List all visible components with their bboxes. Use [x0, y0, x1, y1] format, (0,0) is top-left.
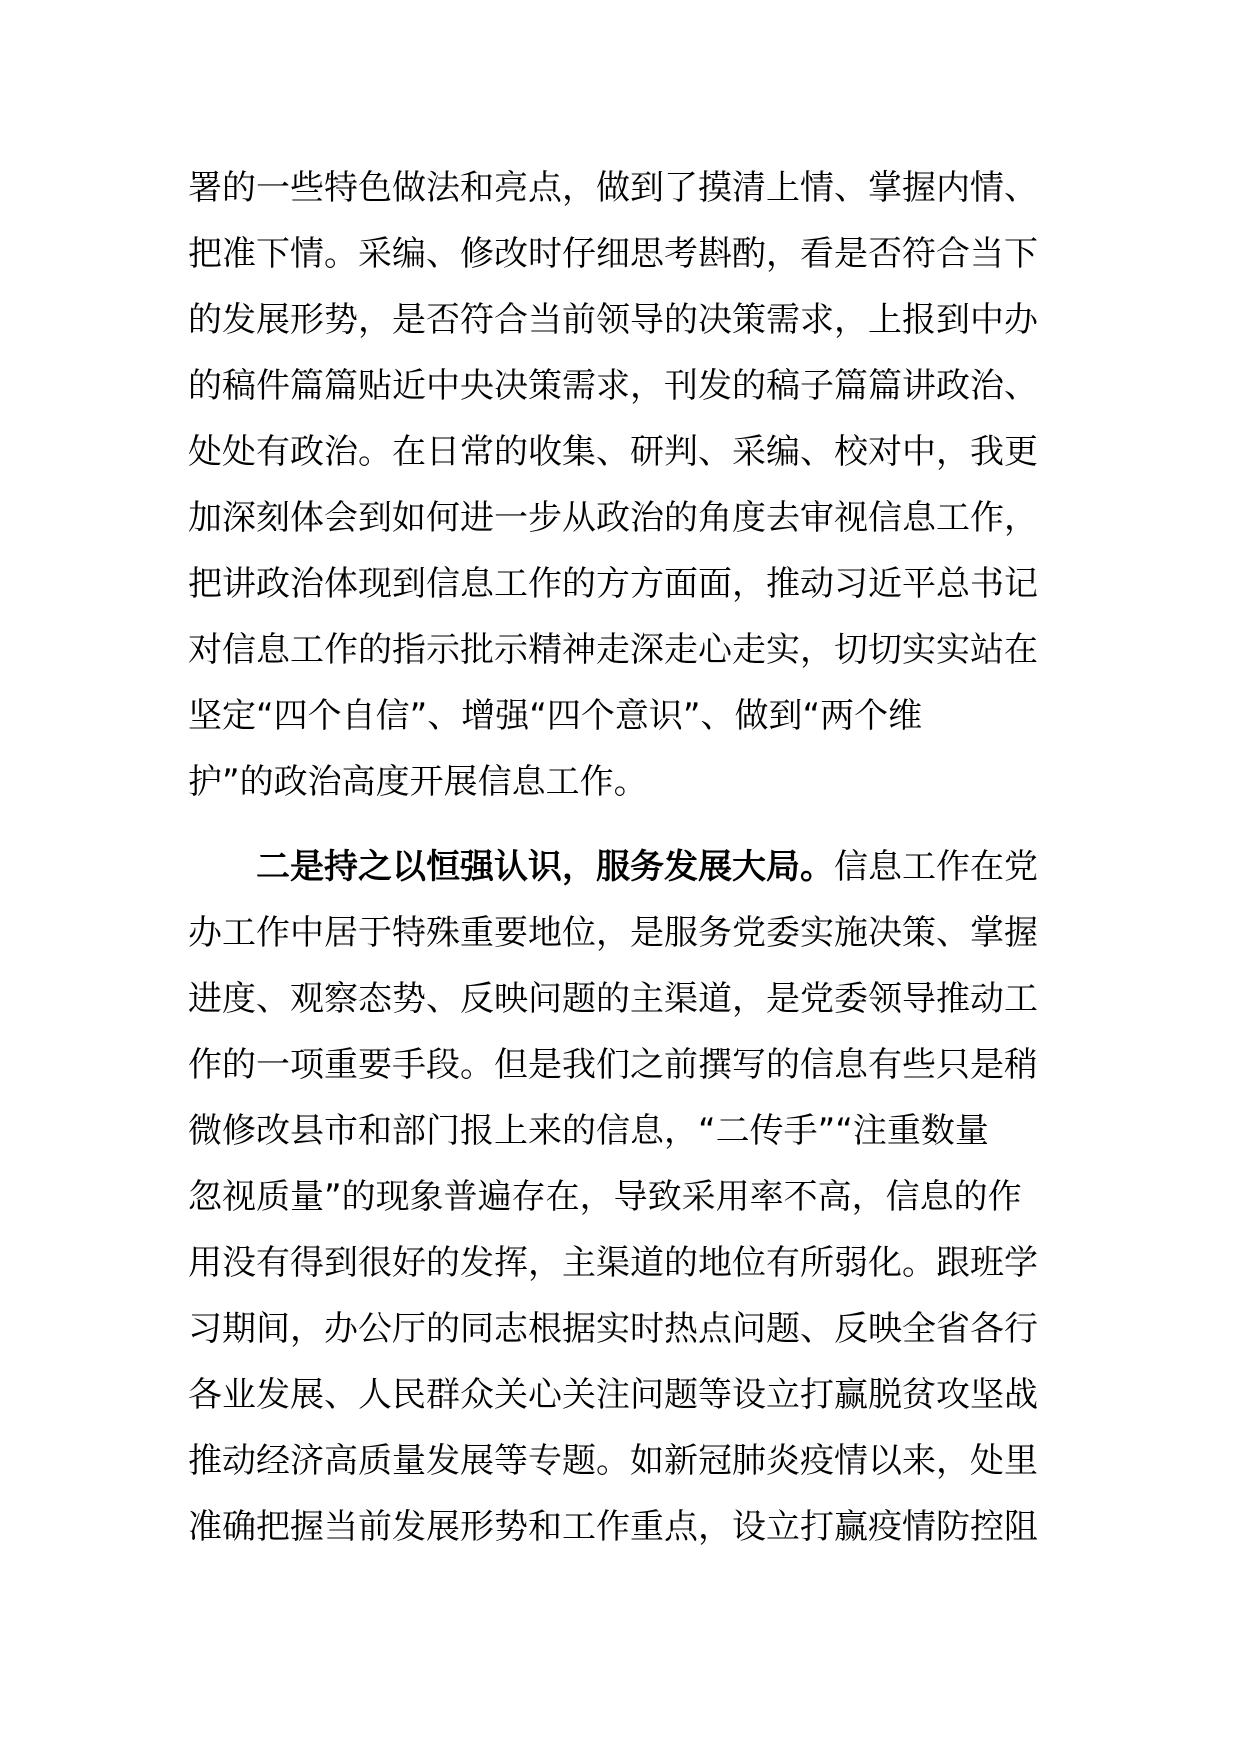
paragraph-line: 准确把握当前发展形势和工作重点，设立打赢疫情防控阻 [188, 1507, 1038, 1547]
paragraph-line: 护”的政治高度开展信息工作。 [188, 762, 648, 802]
paragraph-first-line [188, 834, 1058, 900]
paragraph-line: 用没有得到很好的发挥，主渠道的地位有所弱化。跟班学 [188, 1243, 1038, 1283]
paragraph-line: 办工作中居于特殊重要地位，是服务党委实施决策、掌握 [188, 913, 1038, 953]
paragraph-line: 推动经济高质量发展等专题。如新冠肺炎疫情以来，处里 [188, 1441, 1038, 1481]
paragraph-line: 署的一些特色做法和亮点，做到了摸清上情、掌握内情、 [188, 168, 1038, 208]
paragraph-line: 微修改县市和部门报上来的信息，“二传手”“注重数量 [188, 1111, 989, 1151]
paragraph-line: 坚定“四个自信”、增强“四个意识”、做到“两个维 [188, 696, 923, 736]
paragraph-line: 忽视质量”的现象普遍存在，导致采用率不高，信息的作 [188, 1177, 1022, 1217]
paragraph-line: 进度、观察态势、反映问题的主渠道，是党委领导推动工 [188, 979, 1038, 1019]
paragraph-1 [188, 155, 1058, 815]
paragraph-line: 加深刻体会到如何进一步从政治的角度去审视信息工作， [188, 498, 1038, 538]
paragraph-2 [188, 834, 1058, 1560]
paragraph-line: 对信息工作的指示批示精神走深走心走实，切切实实站在 [188, 630, 1038, 670]
paragraph-line: 把准下情。采编、修改时仔细思考斟酌，看是否符合当下 [188, 234, 1038, 274]
paragraph-line: 处处有政治。在日常的收集、研判、采编、校对中，我更 [188, 432, 1038, 472]
section-heading: 二是持之以恒强认识，服务发展大局。 [256, 847, 834, 887]
paragraph-line: 作的一项重要手段。但是我们之前撰写的信息有些只是稍 [188, 1045, 1038, 1085]
paragraph-line: 的稿件篇篇贴近中央决策需求，刊发的稿子篇篇讲政治、 [188, 366, 1038, 406]
paragraph-line: 各业发展、人民群众关心关注问题等设立打赢脱贫攻坚战 [188, 1375, 1038, 1415]
paragraph-line: 习期间，办公厅的同志根据实时热点问题、反映全省各行 [188, 1309, 1038, 1349]
paragraph-line: 把讲政治体现到信息工作的方方面面，推动习近平总书记 [188, 564, 1038, 604]
paragraph-line: 的发展形势，是否符合当前领导的决策需求，上报到中办 [188, 300, 1038, 340]
paragraph-text: 信息工作在党 [834, 847, 1038, 887]
